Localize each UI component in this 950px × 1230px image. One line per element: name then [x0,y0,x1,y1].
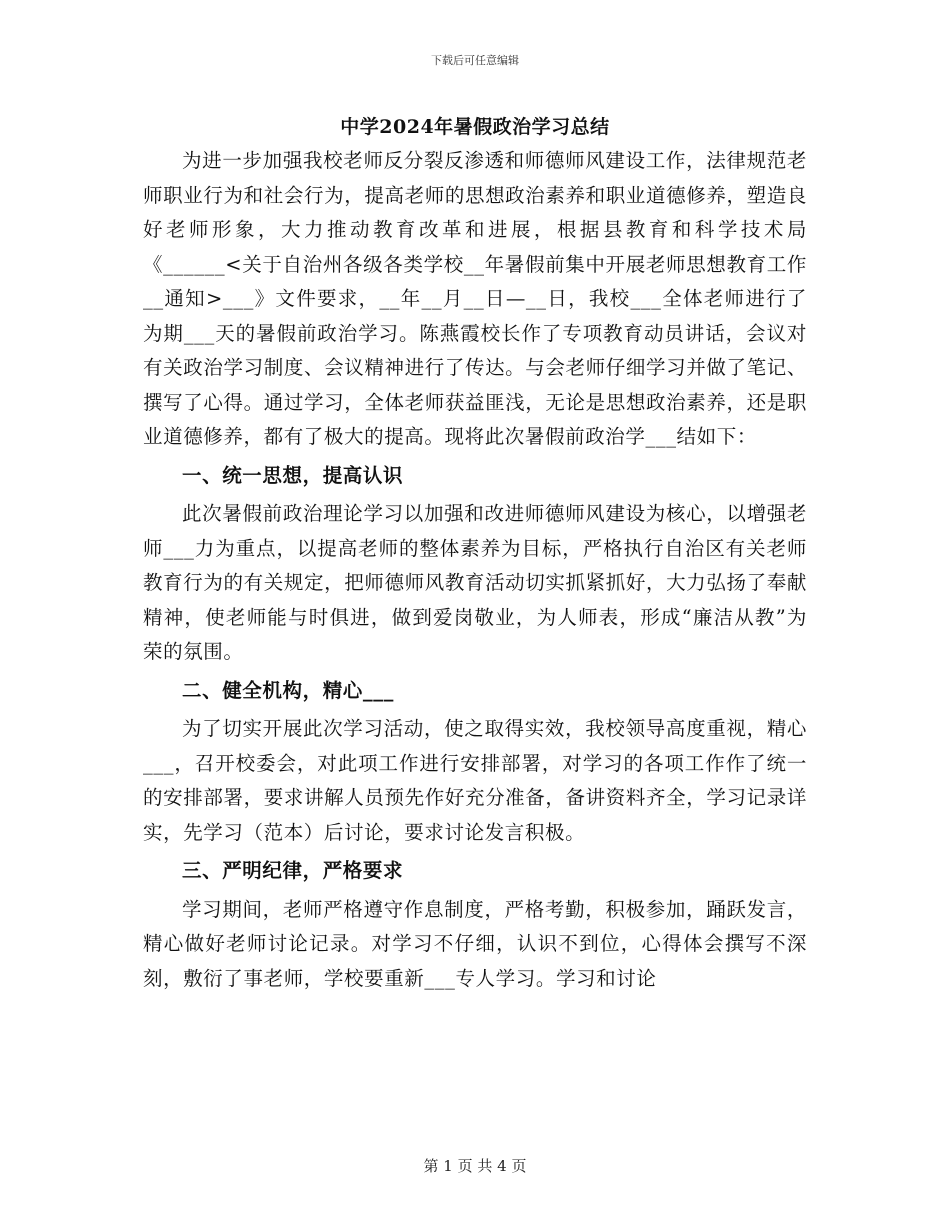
section-body-2: 为了切实开展此次学习活动，使之取得实效，我校领导高度重视，精心___，召开校委会，对此项工作进行安排部署，对学习的各项工作作了统一的安排部署，要求讲解人员预先作好充分准备，备讲资料齐全，学习记录详实，先学习（范本）后讨论，要求讨论发言积极。 [143,717,807,844]
page-header: 下载后可任意编辑 [431,54,519,67]
section-body-1: 此次暑假前政治理论学习以加强和改进师德师风建设为核心，以增强老师___力为重点，以提高老师的整体素养为目标，严格执行自治区有关老师教育行为的有关规定，把师德师风教育活动切实抓紧抓好，大力弘扬了奉献精神，使老师能与时俱进，做到爱岗敬业，为人师表，形成“廉洁从教”为荣的氛围。 [143,502,807,663]
section-heading-1: 一、统一思想，提高认识 [182,463,404,487]
section-heading-3: 三、严明纪律，严格要求 [182,859,404,882]
intro-paragraph: 为进一步加强我校老师反分裂反渗透和师德师风建设工作，法律规范老师职业行为和社会行为，提高老师的思想政治素养和职业道德修养，塑造良好老师形象，大力推动教育改革和进展，根据县教育和科学技术局《______<关于自治州各级各类学校__年暑假前集中开展老师思想教育工作__通知>___》文件要求，__年__月__日—__日，我校___全体老师进行了为期___天的暑假前政治学习。陈燕霞校长作了专项教育动员讲话，会议对有关政治学习制度、会议精神进行了传达。与会老师仔细学习并做了笔记、撰写了心得。通过学习，全体老师获益匪浅，无论是思想政治素养，还是职业道德修养，都有了极大的提高。现将此次暑假前政治学___结如下： [143,149,807,448]
section-body-3: 学习期间，老师严格遵守作息制度，严格考勤，积极参加，踊跃发言，精心做好老师讨论记录。对学习不仔细，认识不到位，心得体会撰写不深刻，敷衍了事老师，学校要重新___专人学习。学习和讨论 [143,897,807,990]
section-heading-2: 二、健全机构，精心___ [182,678,394,702]
document-title: 中学2024年暑假政治学习总结 [340,116,610,138]
document-body [143,112,807,996]
page-footer: 第 1 页 共 4 页 [423,1157,527,1175]
